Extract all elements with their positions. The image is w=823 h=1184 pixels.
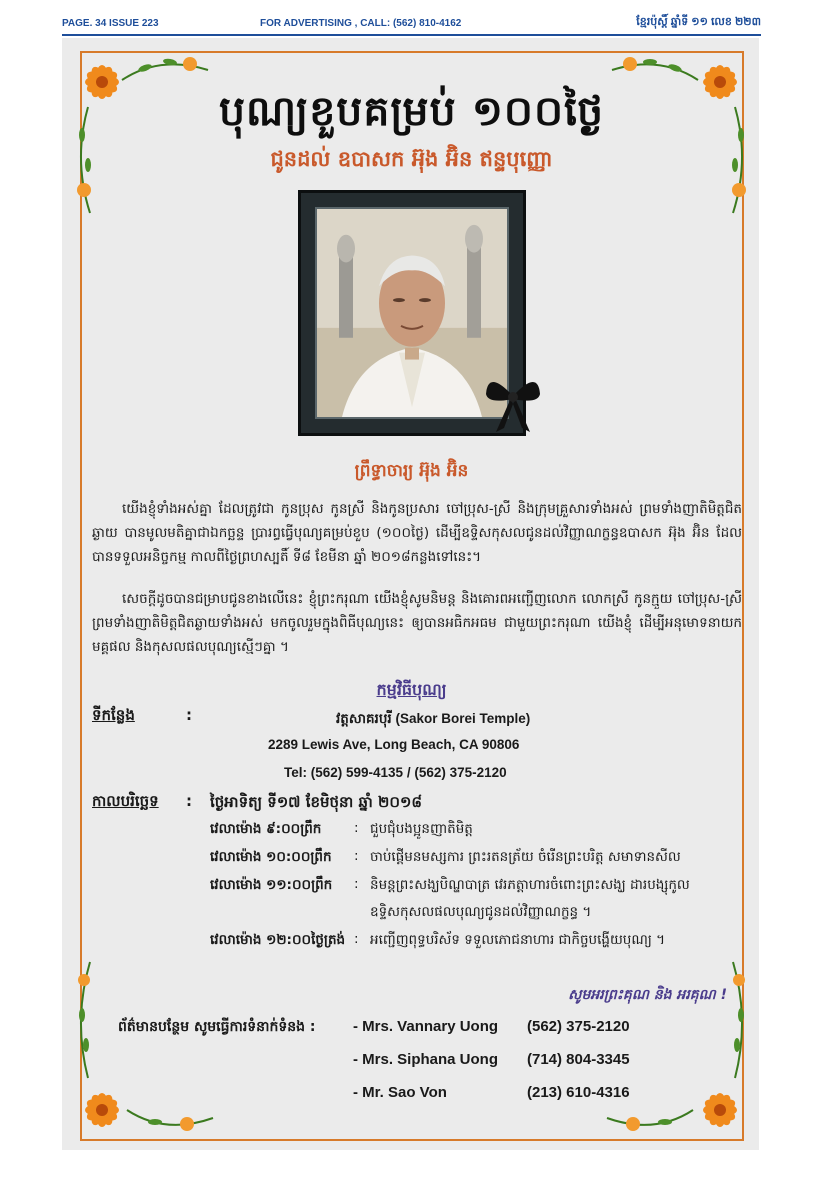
black-ribbon-icon bbox=[478, 364, 548, 434]
contact-phone: (714) 804-3345 bbox=[527, 1051, 630, 1068]
portrait-caption: ព្រឹទ្ធាចារ្យ អ៊ុង អ៊ិន bbox=[354, 461, 469, 481]
contact-name: - Mrs. Siphana Uong bbox=[353, 1051, 499, 1068]
contact-name: - Mr. Sao Von bbox=[353, 1084, 447, 1101]
header-divider bbox=[62, 34, 761, 36]
contact-phone: (562) 375-2120 bbox=[527, 1018, 630, 1035]
location-colon: : bbox=[186, 706, 192, 724]
program-title: កម្មវិធីបុណ្យ bbox=[376, 680, 447, 699]
vine-icon bbox=[610, 50, 700, 90]
vine-icon bbox=[120, 50, 210, 90]
vine-icon bbox=[715, 960, 755, 1080]
schedule-time: វេលាម៉ោង ៩:០០ព្រឹក bbox=[210, 821, 322, 837]
masthead: ខ្មែរប៉ុស្តិ៍ ឆ្នាំទី ១១ លេខ ២២៣ bbox=[636, 16, 761, 28]
announcement-paragraph-1: យើងខ្ញុំទាំងអស់គ្នា ដែលត្រូវជា កូនប្រុស កូនស្រី និងកូនប្រសារ ចៅប្រុស-ស្រី និងក្រុមគ្រួសារទាំងអស់ ព្រមទាំងញាតិមិត្តជិតឆ្ងាយ បានមូលមតិគ្នាជាឯកច្ឆន្ទ ប្រារព្ធធ្វើបុណ្យគម្រប់ខួប (១០០ថ្ងៃ) ដើម្បីឧទ្ទិសកុសលជូនដល់វិញ្ញាណក្ខន្ធឧបាសក អ៊ុង អ៊ិន ដែលបានទទួលអនិច្ចកម្ម កាលពីថ្ងៃព្រហស្បតិ៍ ទី៨ ខែមីនា ឆ្នាំ ២០១៨កន្លងទៅនេះ។ bbox=[92, 501, 742, 565]
advertising-contact: FOR ADVERTISING , CALL: (562) 810-4162 bbox=[260, 18, 462, 29]
vine-icon bbox=[605, 1100, 695, 1140]
schedule-description: អញ្ជើញពុទ្ធបរិស័ទ ទទួលភោជនាហារ ជាកិច្ចបង្ហើយបុណ្យ ។ bbox=[370, 932, 666, 948]
contact-phone: (213) 610-4316 bbox=[527, 1084, 630, 1101]
temple-name: វត្តសាគរបុរី (Sakor Borei Temple) bbox=[336, 711, 531, 726]
flower-ornament-icon bbox=[72, 1080, 132, 1140]
thanks-note: សូមអរព្រះគុណ និង អរគុណ ! bbox=[568, 987, 727, 1003]
schedule-description: និមន្តព្រះសង្ឃបិណ្ឌបាត្រ វេរភត្តាហារចំពោះព្រះសង្ឃ ដារបង្សុកូល bbox=[370, 877, 690, 893]
schedule-colon: : bbox=[354, 848, 359, 864]
schedule-colon: : bbox=[354, 876, 359, 892]
vine-icon bbox=[68, 105, 108, 215]
schedule-colon: : bbox=[354, 820, 359, 836]
memorial-subtitle: ជូនដល់ ឧបាសក អ៊ុង អ៊ិន ឥន្ទបុញ្ញោ bbox=[270, 147, 553, 171]
schedule-time: វេលាម៉ោង ១០:០០ព្រឹក bbox=[210, 849, 332, 865]
location-label: ទីកន្លែង bbox=[92, 706, 135, 724]
schedule-colon: : bbox=[354, 931, 359, 947]
contact-label: ព័ត៌មានបន្ថែម សូមធ្វើការទំនាក់ទំនង : bbox=[118, 1019, 316, 1035]
schedule-description-continued: ឧទ្ទិសកុសលផលបុណ្យជូនដល់វិញ្ញាណក្ខន្ធ ។ bbox=[370, 904, 592, 920]
temple-phone: Tel: (562) 599-4135 / (562) 375-2120 bbox=[284, 765, 507, 780]
schedule-description: ចាប់ផ្តើមនមស្សការ ព្រះរតនត្រ័យ ចំរើនព្រះបរិត្ត សមាទានសីល bbox=[370, 849, 681, 865]
temple-address: 2289 Lewis Ave, Long Beach, CA 90806 bbox=[268, 737, 520, 752]
vine-icon bbox=[125, 1100, 215, 1140]
schedule-time: វេលាម៉ោង ១១:០០ព្រឹក bbox=[210, 877, 333, 893]
issue-label: PAGE. 34 ISSUE 223 bbox=[62, 18, 159, 29]
vine-icon bbox=[715, 105, 755, 215]
memorial-title: បុណ្យខួបគម្រប់ ១០០ថ្ងៃ bbox=[218, 87, 605, 135]
announcement-paragraph-2: សេចក្តីដូចបានជម្រាបជូនខាងលើនេះ ខ្ញុំព្រះករុណា យើងខ្ញុំសូមនិមន្ត និងគោរពអញ្ជើញលោក លោកស្រី កូនក្មួយ ចៅប្រុស-ស្រី ព្រមទាំងញាតិមិត្តជិតឆ្ងាយទាំងអស់ មកចូលរួមក្នុងពិធីបុណ្យនេះ ឲ្យបានអធិកអធម ជាមួយព្រះករុណា យើងខ្ញុំ ដើម្បីអនុមោទនាយកមគ្គផល និងកុសលផលបុណ្យស្មើៗគ្នា ។ bbox=[92, 591, 742, 655]
schedule-description: ជួបជុំបងប្អូនញាតិមិត្ត bbox=[370, 821, 473, 837]
schedule-colon: : bbox=[186, 792, 192, 810]
vine-icon bbox=[68, 960, 108, 1080]
schedule-label: កាលបរិច្ឆេទ bbox=[92, 792, 159, 810]
schedule-time: វេលាម៉ោង ១២:០០ថ្ងៃត្រង់ bbox=[210, 932, 346, 948]
event-date: ថ្ងៃអាទិត្យ ទី១៧ ខែមិថុនា ឆ្នាំ ២០១៨ bbox=[210, 793, 422, 811]
contact-name: - Mrs. Vannary Uong bbox=[353, 1018, 499, 1035]
flower-ornament-icon bbox=[690, 1080, 750, 1140]
